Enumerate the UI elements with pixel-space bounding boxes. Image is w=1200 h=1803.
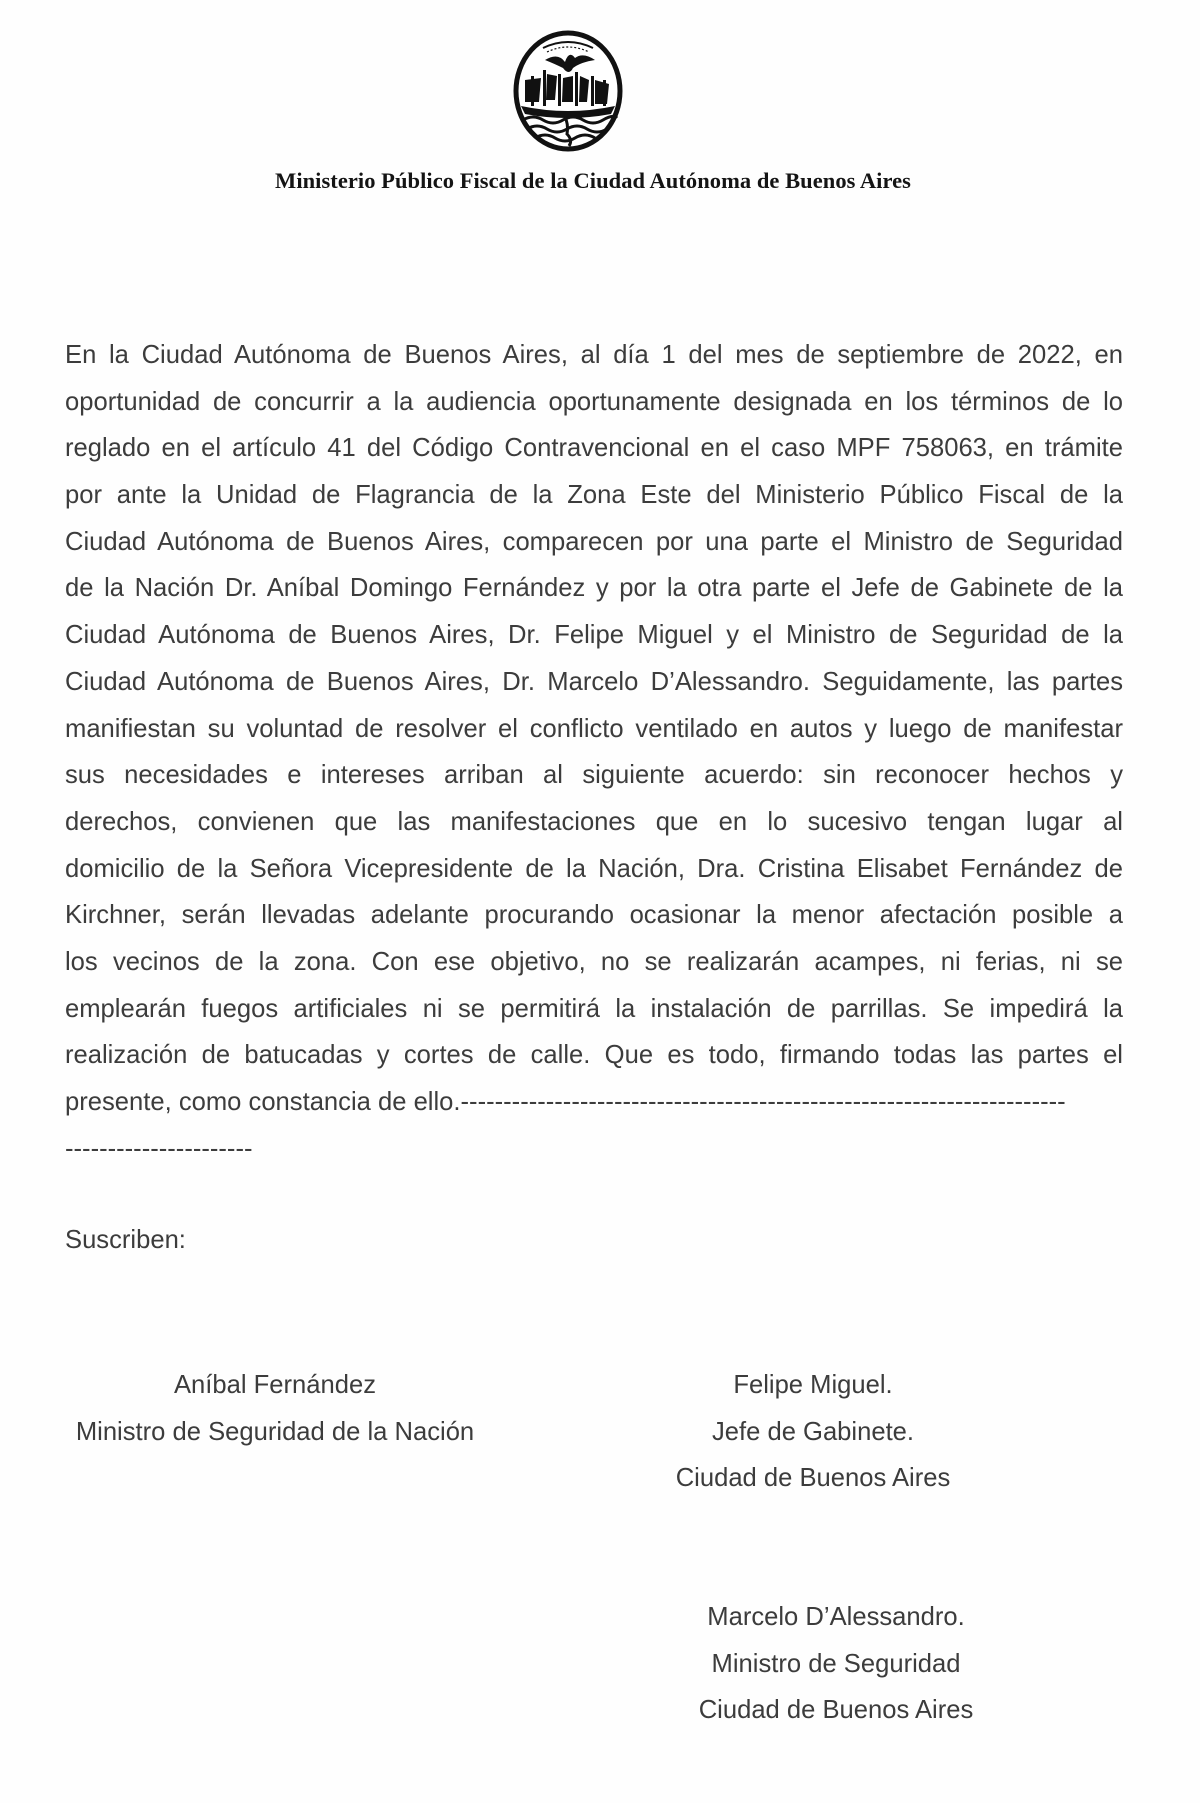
paragraph-line: realización de batucadas y cortes de calle. Que es todo, firmando todas las partes el — [65, 1041, 1123, 1070]
paragraph-line: domicilio de la Señora Vicepresidente de la Nación, Dra. Cristina Elisabet Fernández de — [65, 854, 1123, 883]
paragraph-line: los vecinos de la zona. Con ese objetivo, no se realizarán acampes, ni ferias, ni se — [65, 947, 1123, 976]
signatory-block-marcelo-dalessandro — [636, 1599, 1036, 1739]
signatory-name: Aníbal Fernández — [173, 1371, 377, 1399]
paragraph-line: Kirchner, serán llevadas adelante procurando ocasionar la menor afectación posible a — [65, 901, 1123, 930]
paragraph-line: En la Ciudad Autónoma de Buenos Aires, al día 1 del mes de septiembre de 2022, en — [65, 341, 1123, 369]
paragraph-line: emplearán fuegos artificiales ni se permitirá la instalación de parrillas. Se impedirá la — [65, 994, 1123, 1023]
agreement-paragraph — [65, 337, 1123, 1131]
subscribe-label: Suscriben: — [65, 1226, 186, 1254]
dash-filler-line: ---------------------- — [65, 1135, 253, 1163]
signatory-role: Ministro de Seguridad — [711, 1649, 961, 1678]
paragraph-line: reglado en el artículo 41 del Código Contravencional en el caso MPF 758063, en trámite — [65, 434, 1123, 463]
paragraph-line: Ciudad Autónoma de Buenos Aires, comparecen por una parte el Ministro de Seguridad — [65, 527, 1123, 556]
signatory-jurisdiction: Ciudad de Buenos Aires — [675, 1464, 951, 1493]
paragraph-line: de la Nación Dr. Aníbal Domingo Fernández y por la otra parte el Jefe de Gabinete de la — [65, 574, 1123, 603]
buenos-aires-city-seal-icon — [513, 30, 623, 152]
signatory-jurisdiction: Ciudad de Buenos Aires — [698, 1696, 974, 1725]
paragraph-line: Ciudad Autónoma de Buenos Aires, Dr. Felipe Miguel y el Ministro de Seguridad de la — [65, 621, 1123, 650]
paragraph-line: sus necesidades e intereses arriban al siguiente acuerdo: sin reconocer hechos y — [65, 761, 1123, 790]
paragraph-line: oportunidad de concurrir a la audiencia oportunamente designada en los términos de lo — [65, 387, 1123, 416]
paragraph-line: por ante la Unidad de Flagrancia de la Zona Este del Ministerio Público Fiscal de la — [65, 481, 1123, 510]
organization-header: Ministerio Público Fiscal de la Ciudad Autónoma de Buenos Aires — [275, 168, 911, 193]
paragraph-line: derechos, convienen que las manifestaciones que en lo sucesivo tengan lugar al — [65, 807, 1123, 836]
closing-text: presente, como constancia de ello. — [65, 1088, 461, 1116]
dash-filler: ----------------------------------------------------------------------- — [460, 1088, 1066, 1116]
signatory-role: Jefe de Gabinete. — [711, 1417, 915, 1446]
signatory-block-anibal-fernandez — [65, 1367, 485, 1460]
paragraph-line: Ciudad Autónoma de Buenos Aires, Dr. Marcelo D’Alessandro. Seguidamente, las partes — [65, 667, 1123, 696]
signatory-block-felipe-miguel — [613, 1367, 1013, 1507]
signatory-name: Felipe Miguel. — [733, 1371, 893, 1399]
signatory-role: Ministro de Seguridad de la Nación — [75, 1417, 475, 1446]
closing-line — [65, 1084, 1123, 1131]
signatory-name: Marcelo D’Alessandro. — [707, 1603, 965, 1631]
paragraph-line: manifiestan su voluntad de resolver el conflicto ventilado en autos y luego de manifestar — [65, 714, 1123, 743]
